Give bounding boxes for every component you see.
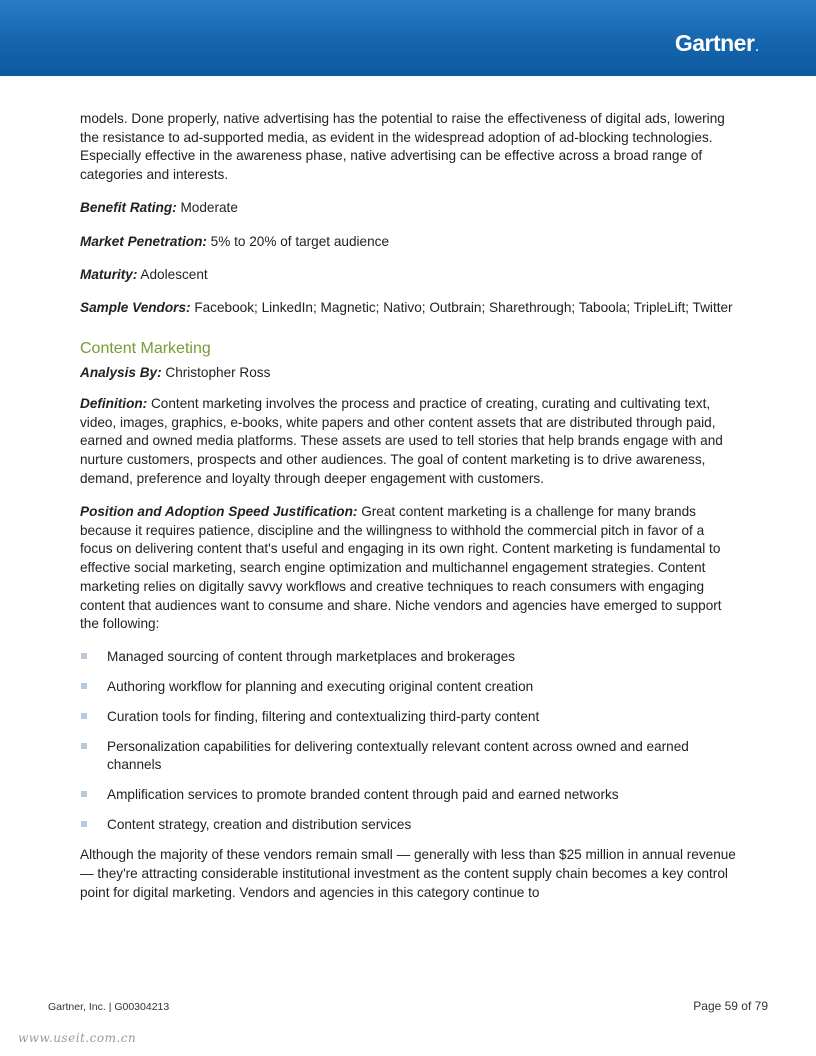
document-body	[80, 110, 740, 917]
list-item	[80, 786, 740, 805]
analysis-by-value: Christopher Ross	[161, 365, 271, 381]
list-item	[80, 816, 740, 835]
square-bullet-icon	[81, 821, 87, 827]
list-item-text: Authoring workflow for planning and executing original content creation	[107, 679, 534, 695]
list-item	[80, 708, 740, 727]
list-item-text: Curation tools for finding, filtering and contextualizing third-party content	[107, 708, 540, 724]
benefit-rating-label: Benefit Rating:	[80, 200, 177, 216]
market-penetration	[80, 233, 740, 252]
square-bullet-icon	[81, 743, 87, 749]
footer-page-number: Page 59 of 79	[693, 999, 768, 1013]
logo-dot: .	[755, 42, 758, 54]
square-bullet-icon	[81, 683, 87, 689]
bullet-list	[80, 648, 740, 834]
benefit-rating-value: Moderate	[176, 200, 238, 216]
market-penetration-label: Market Penetration:	[80, 233, 207, 249]
sample-vendors-label: Sample Vendors:	[80, 299, 191, 315]
maturity-value: Adolescent	[137, 266, 208, 282]
intro-paragraph: models. Done properly, native advertising has the potential to raise the effectiveness of digital ads, lowering the resistance to ad-supported media, as evident in the widespread adoption of ad-blocking technologies. Especially effective in the awareness phase, native advertising can be effective across a broad range of categories and interests.	[80, 111, 725, 183]
list-item	[80, 738, 740, 775]
maturity-label: Maturity:	[80, 266, 138, 282]
position-text: Great content marketing is a challenge for many brands because it requires patience, discipline and the willingness to withhold the commercial pitch in favor of a focus on delivering content that's useful and engaging in its own right. Content marketing is fundamental to effective social marketing, search engine optimization and multichannel engagement strategies. Content marketing relies on digitally savvy workflows and creative techniques to reach consumers with engaging content that audiences want to consume and share. Niche vendors and agencies have emerged to support the following:	[80, 504, 722, 632]
watermark: www.useit.com.cn	[18, 1031, 137, 1045]
list-item-text: Content strategy, creation and distribution services	[107, 816, 412, 832]
sample-vendors-value: Facebook; LinkedIn; Magnetic; Nativo; Outbrain; Sharethrough; Taboola; TripleLift; Twitter	[190, 299, 733, 315]
position-label: Position and Adoption Speed Justification:	[80, 504, 358, 520]
square-bullet-icon	[81, 713, 87, 719]
list-item-text: Amplification services to promote branded content through paid and earned networks	[107, 786, 619, 802]
section-title: Content Marketing	[80, 339, 211, 357]
position-paragraph	[80, 503, 740, 634]
footer-document-id: Gartner, Inc. | G00304213	[48, 1001, 170, 1013]
list-item-text: Managed sourcing of content through marketplaces and brokerages	[107, 649, 516, 665]
list-item	[80, 648, 740, 667]
sample-vendors	[80, 299, 740, 318]
maturity	[80, 266, 740, 285]
list-item-text: Personalization capabilities for delivering contextually relevant content across owned and earned channels	[107, 738, 689, 773]
list-item	[80, 678, 740, 697]
definition-paragraph	[80, 395, 740, 489]
definition-text: Content marketing involves the process and practice of creating, curating and cultivating text, video, images, graphics, e-books, white papers and other content assets that are distributed through paid, earned and owned media platforms. These assets are used to tell stories that help brands engage with and nurture customers, prospects and other audiences. The goal of content marketing is to drive awareness, demand, preference and loyalty through deeper engagement with customers.	[80, 396, 723, 486]
benefit-rating	[80, 199, 740, 218]
square-bullet-icon	[81, 653, 87, 659]
page-header	[0, 0, 816, 76]
closing-paragraph: Although the majority of these vendors remain small — generally with less than $25 million in annual revenue — they're attracting considerable institutional investment as the content supply chain becomes a key control point for digital marketing. Vendors and agencies in this category continue to	[80, 847, 736, 900]
analysis-by	[80, 364, 740, 383]
gartner-logo	[675, 30, 758, 57]
market-penetration-value: 5% to 20% of target audience	[206, 233, 390, 249]
logo-text: Gartner	[674, 30, 755, 56]
analysis-by-label: Analysis By:	[80, 365, 162, 381]
square-bullet-icon	[81, 791, 87, 797]
definition-label: Definition:	[80, 396, 148, 412]
